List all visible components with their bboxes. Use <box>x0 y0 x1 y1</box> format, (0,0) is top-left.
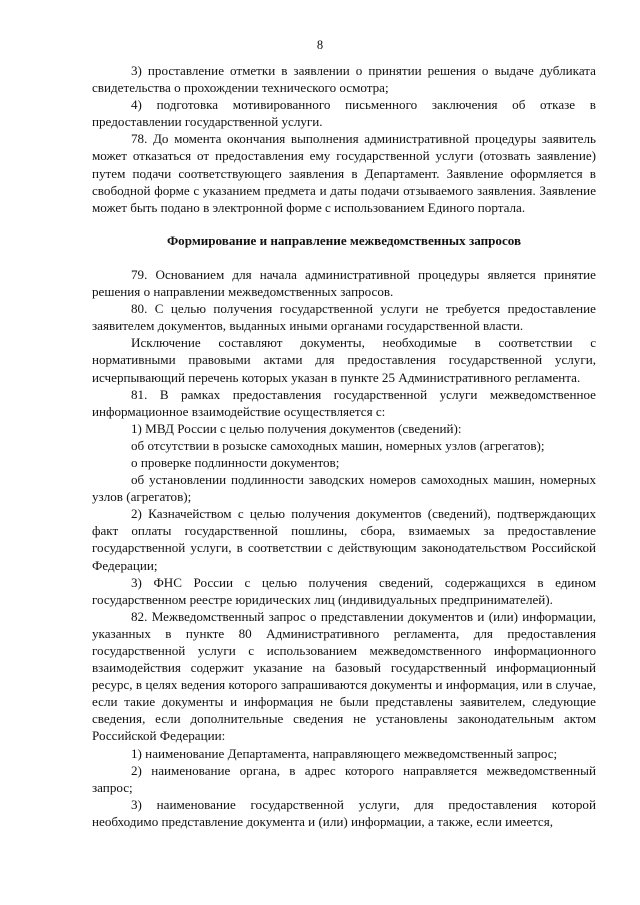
list-item-mvd: 1) МВД России с целью получения документов (сведений): <box>131 420 462 436</box>
list-item-fns: 3) ФНС России с целью получения сведений, содержащихся в едином государственном реестре юридических лиц (индивидуальных предпринимателей). <box>92 574 596 607</box>
paragraph-item-3-duplicate-mark: 3) проставление отметки в заявлении о принятии решения о выдаче дубликата свидетельства о прохождении технического осмотра; <box>92 63 596 96</box>
paragraph-80: 80. С целью получения государственной услуги не требуется предоставление заявителем документов, выданных иными органами государственной власти. <box>92 301 596 334</box>
list-item-department-name: 1) наименование Департамента, направляющего межведомственный запрос; <box>131 745 558 761</box>
paragraph-78-withdrawal: 78. До момента окончания выполнения административной процедуры заявитель может отказаться от предоставления ему государственной услуги (отозвать заявление) путем подачи соответствующего заявления в Департамент. Заявление оформляется в свободной форме с указанием предмета и даты подачи отзываемого заявления. Заявление может быть подано в электронной форме с использованием Единого портала. <box>92 131 596 215</box>
list-item-serial-authenticity: об установлении подлинности заводских номеров самоходных машин, номерных узлов (агрегатов); <box>92 472 596 505</box>
paragraph-82: 82. Межведомственный запрос о представлении документов и (или) информации, указанных в пункте 80 Административного регламента, для предоставления государственной услуги с использованием межведомственного информационного взаимодействия содержит указание на базовый государственный информационный ресурс, в целях ведения которого запрашиваются документы и информация, или в случае, если такие документы и информация не были представлены заявителем, следующие сведения, если дополнительные сведения не установлены законодательным актом Российской Федерации: <box>92 608 596 744</box>
list-item-document-authenticity: о проверке подлинности документов; <box>131 454 340 470</box>
page-number: 8 <box>316 38 324 52</box>
paragraph-79: 79. Основанием для начала административной процедуры является принятие решения о направлении межведомственных запросов. <box>92 266 596 300</box>
list-item-wanted-check: об отсутствии в розыске самоходных машин, номерных узлов (агрегатов); <box>131 437 545 453</box>
paragraph-item-4-refusal-conclusion: 4) подготовка мотивированного письменного заключения об отказе в предоставлении государственной услуги. <box>92 97 596 130</box>
list-item-recipient-authority: 2) наименование органа, в адрес которого направляется межведомственный запрос; <box>92 762 596 795</box>
document-body <box>92 62 596 830</box>
section-heading: Формирование и направление межведомственных запросов <box>166 232 522 248</box>
paragraph-exception: Исключение составляют документы, необходимые в соответствии с нормативными правовыми актами для предоставления государственной услуги, исчерпывающий перечень которых указан в пункте 25 Административного регламента. <box>92 335 596 385</box>
list-item-service-name: 3) наименование государственной услуги, для предоставления которой необходимо представление документа и (или) информации, а также, если имеется, <box>92 796 596 829</box>
list-item-treasury: 2) Казначейством с целью получения документов (сведений), подтверждающих факт оплаты государственной пошлины, сбора, взимаемых за предоставление государственной услуги, в соответствии с действующим законодательством Российской Федерации; <box>92 506 596 573</box>
paragraph-81: 81. В рамках предоставления государственной услуги межведомственное информационное взаимодействие осуществляется с: <box>92 386 596 419</box>
